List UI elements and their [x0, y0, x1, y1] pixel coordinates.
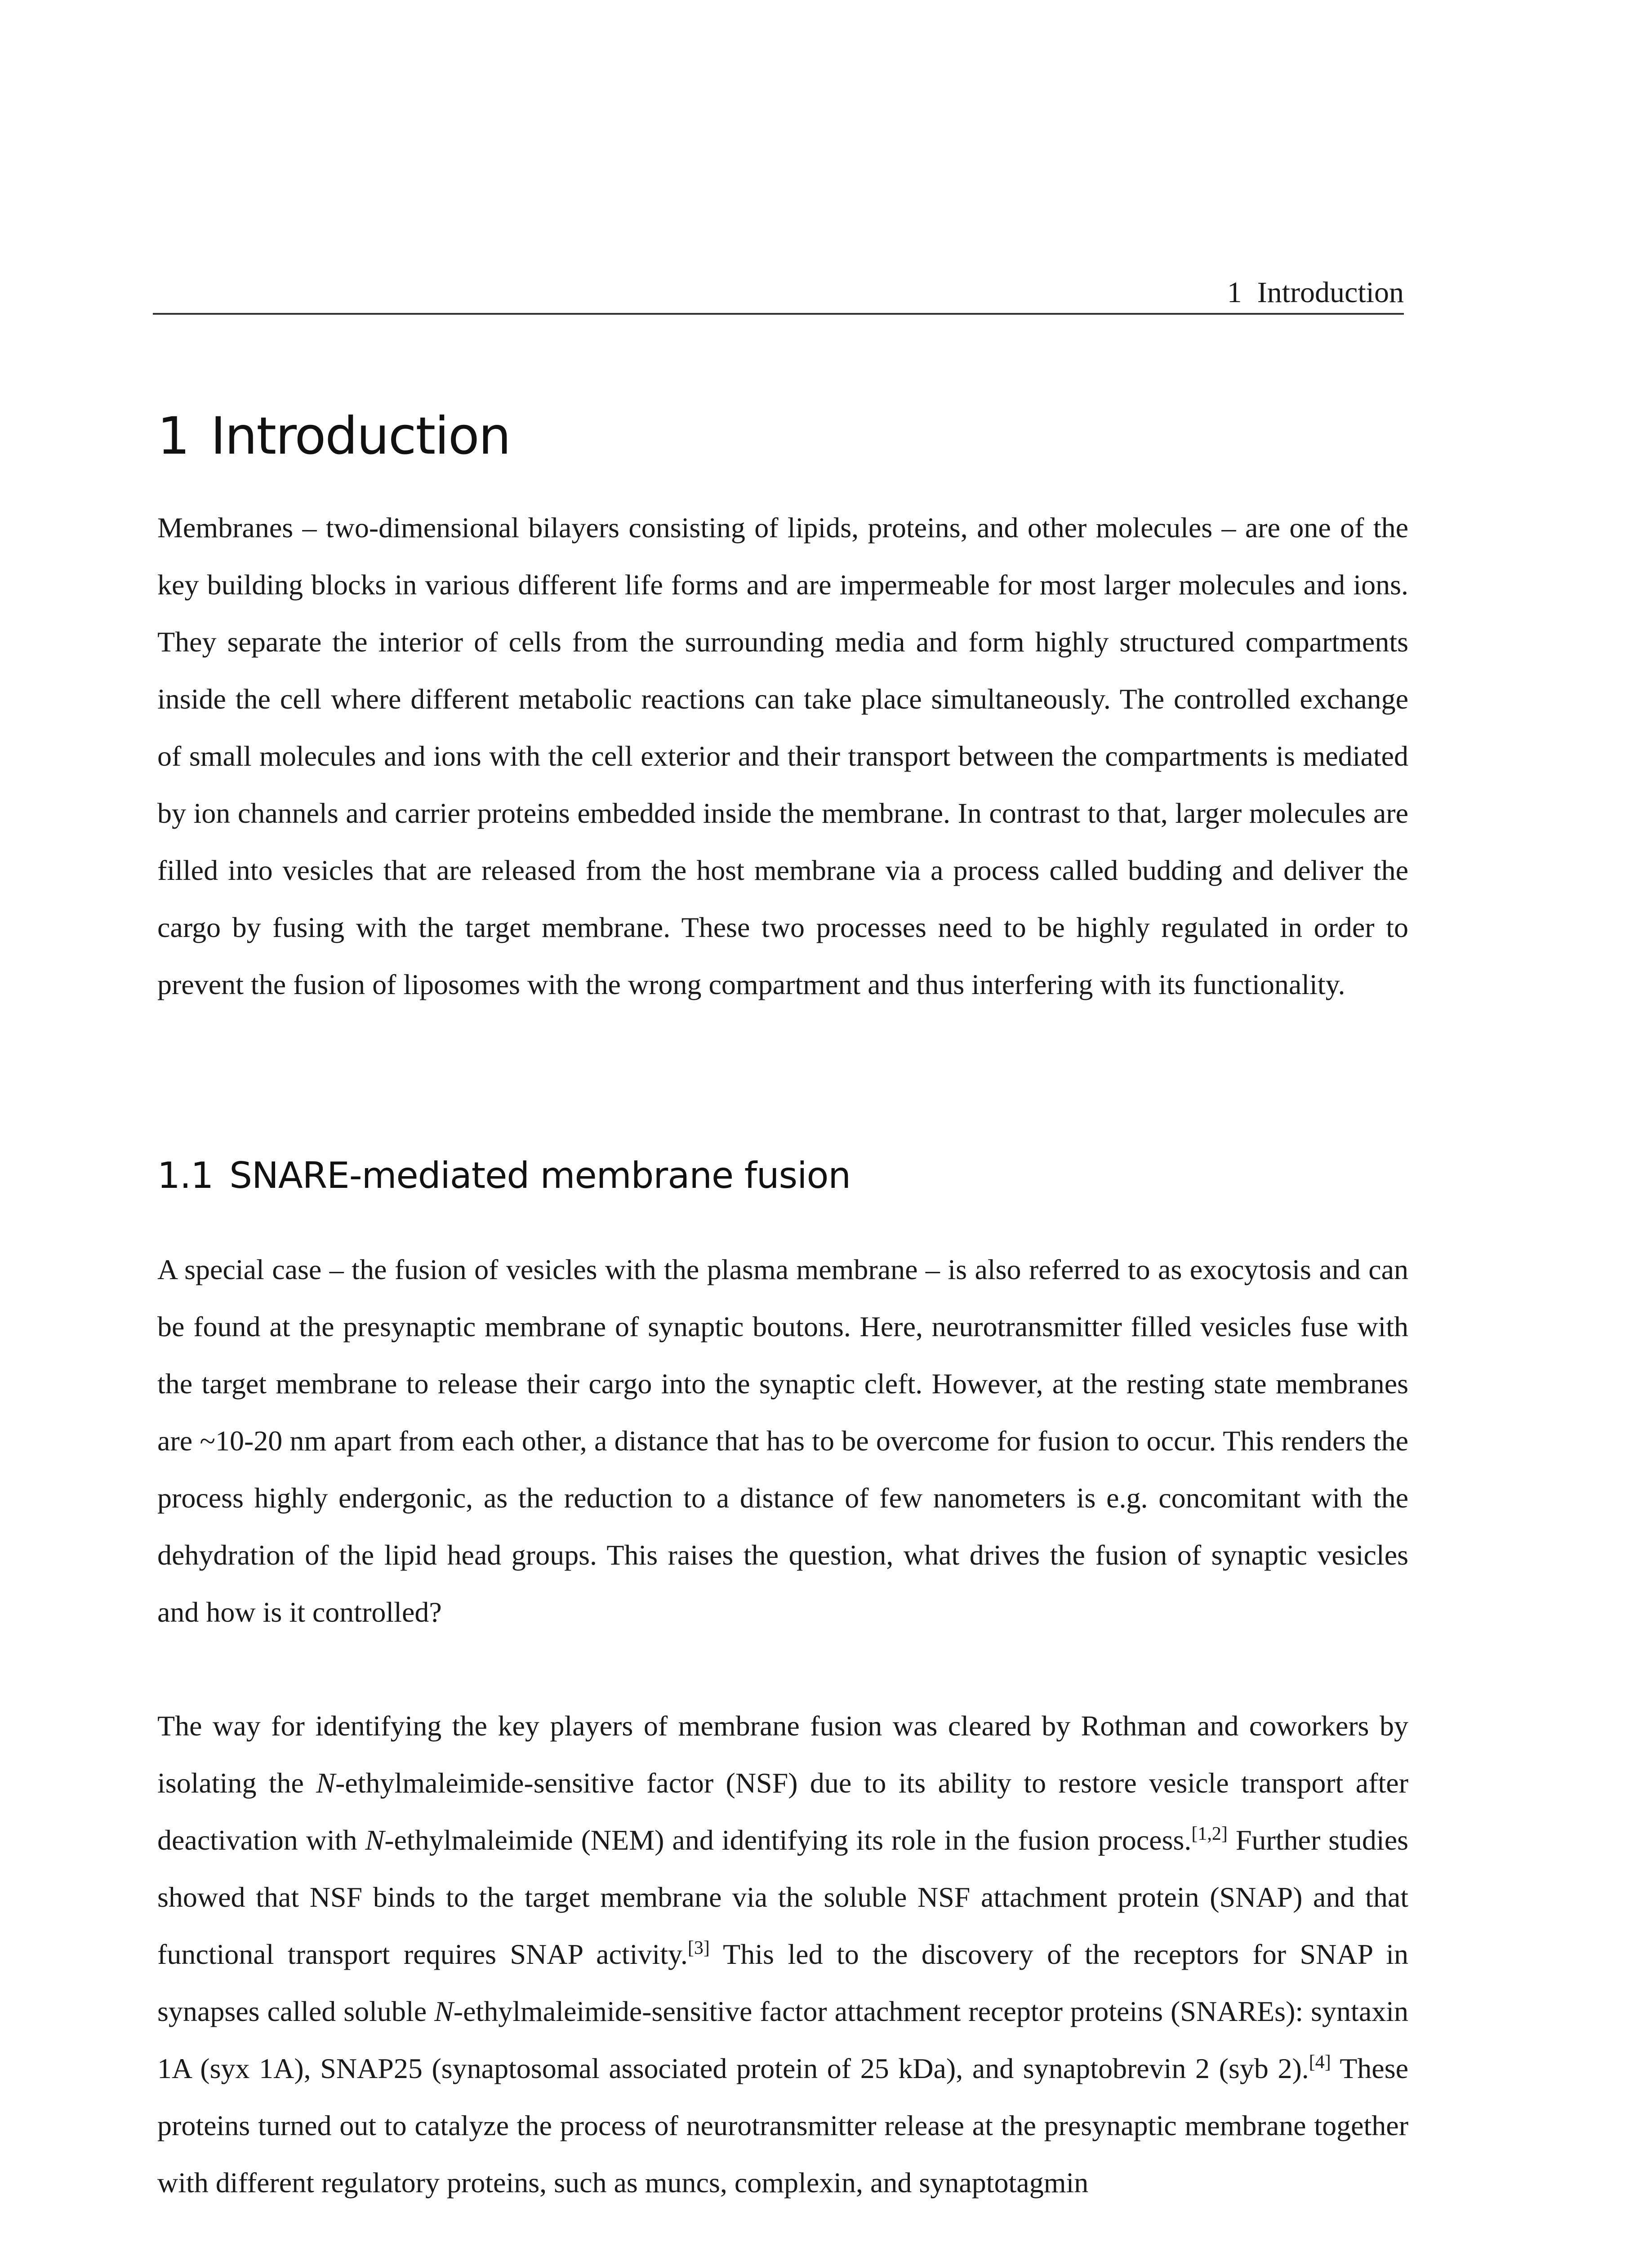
italic-n: N	[434, 1995, 454, 2027]
snare-discovery-paragraph	[157, 1697, 1408, 2211]
italic-n: N	[365, 1824, 385, 1856]
paragraph-text: A special case – the fusion of vesicles with the plasma membrane – is also referred to as exocytosis and can be found at the presynaptic membrane of synaptic boutons. Here, neurotransmitter filled vesicles fuse with the target membrane to release their cargo into the synaptic cleft. However, at the resting state membranes are ~10-20 nm apart from each other, a distance that has to be overcome for fusion to occur. This renders the process highly endergonic, as the reduction to a distance of few nanometers is e.g. concomitant with the dehydration of the lipid head groups. This raises the question, what drives the fusion of synaptic vesicles and how is it controlled?	[157, 1253, 1408, 1628]
text-run: This led to the discovery of the receptors for SNAP in synapses called soluble	[157, 1938, 1409, 2027]
citation-ref: [4]	[1309, 2052, 1331, 2073]
italic-n: N	[316, 1767, 335, 1799]
paragraph-text	[157, 1697, 1408, 2211]
chapter-number: 1	[157, 406, 189, 466]
intro-paragraph	[157, 499, 1408, 1013]
text-run: -ethylmaleimide-sensitive factor attachment receptor proteins (SNAREs): syntaxin 1A (syx 1A), SNAP25 (synaptosomal associated protein of 25 kDa), and synaptobrevin 2 (syb 2).	[157, 1995, 1409, 2084]
chapter-title-text: Introduction	[210, 406, 510, 466]
exocytosis-paragraph	[157, 1241, 1408, 1641]
text-run: Further studies showed that NSF binds to the target membrane via the soluble NSF attachment protein (SNAP) and that functional transport requires SNAP activity.	[157, 1824, 1409, 1970]
text-run: The way for identifying the key players of membrane fusion was cleared by Rothman and coworkers by isolating the	[157, 1710, 1408, 1799]
chapter-title	[157, 405, 1407, 468]
running-header-chapter-number: 1	[1227, 276, 1242, 309]
running-header-chapter-label: Introduction	[1257, 276, 1404, 309]
citation-ref: [1,2]	[1191, 1824, 1228, 1844]
citation-ref: [3]	[687, 1938, 710, 1958]
text-run: These proteins turned out to catalyze the process of neurotransmitter release at the presynaptic membrane together with different regulatory proteins, such as muncs, complexin, and synaptotagmin	[157, 2052, 1409, 2199]
paragraph-text: Membranes – two-dimensional bilayers consisting of lipids, proteins, and other molecules – are one of the key building blocks in various different life forms and are impermeable for most larger molecules and ions. They separate the interior of cells from the surrounding media and form highly structured compartments inside the cell where different metabolic reactions can take place simultaneously. The controlled exchange of small molecules and ions with the cell exterior and their transport between the compartments is mediated by ion channels and carrier proteins embedded inside the membrane. In contrast to that, larger molecules are filled into vesicles that are released from the host membrane via a process called budding and deliver the cargo by fusing with the target membrane. These two processes need to be highly regulated in order to prevent the fusion of liposomes with the wrong compartment and thus interfering with its functionality.	[157, 512, 1408, 1000]
section-title	[157, 1151, 1407, 1200]
section-number: 1.1	[157, 1155, 214, 1196]
text-run: -ethylmaleimide-sensitive factor (NSF) due to its ability to restore vesicle transport after deactivation with	[157, 1767, 1409, 1856]
running-header	[153, 270, 1404, 315]
section-title-text: SNARE-mediated membrane fusion	[229, 1155, 851, 1196]
text-run: -ethylmaleimide (NEM) and identifying its role in the fusion process.	[384, 1824, 1192, 1856]
